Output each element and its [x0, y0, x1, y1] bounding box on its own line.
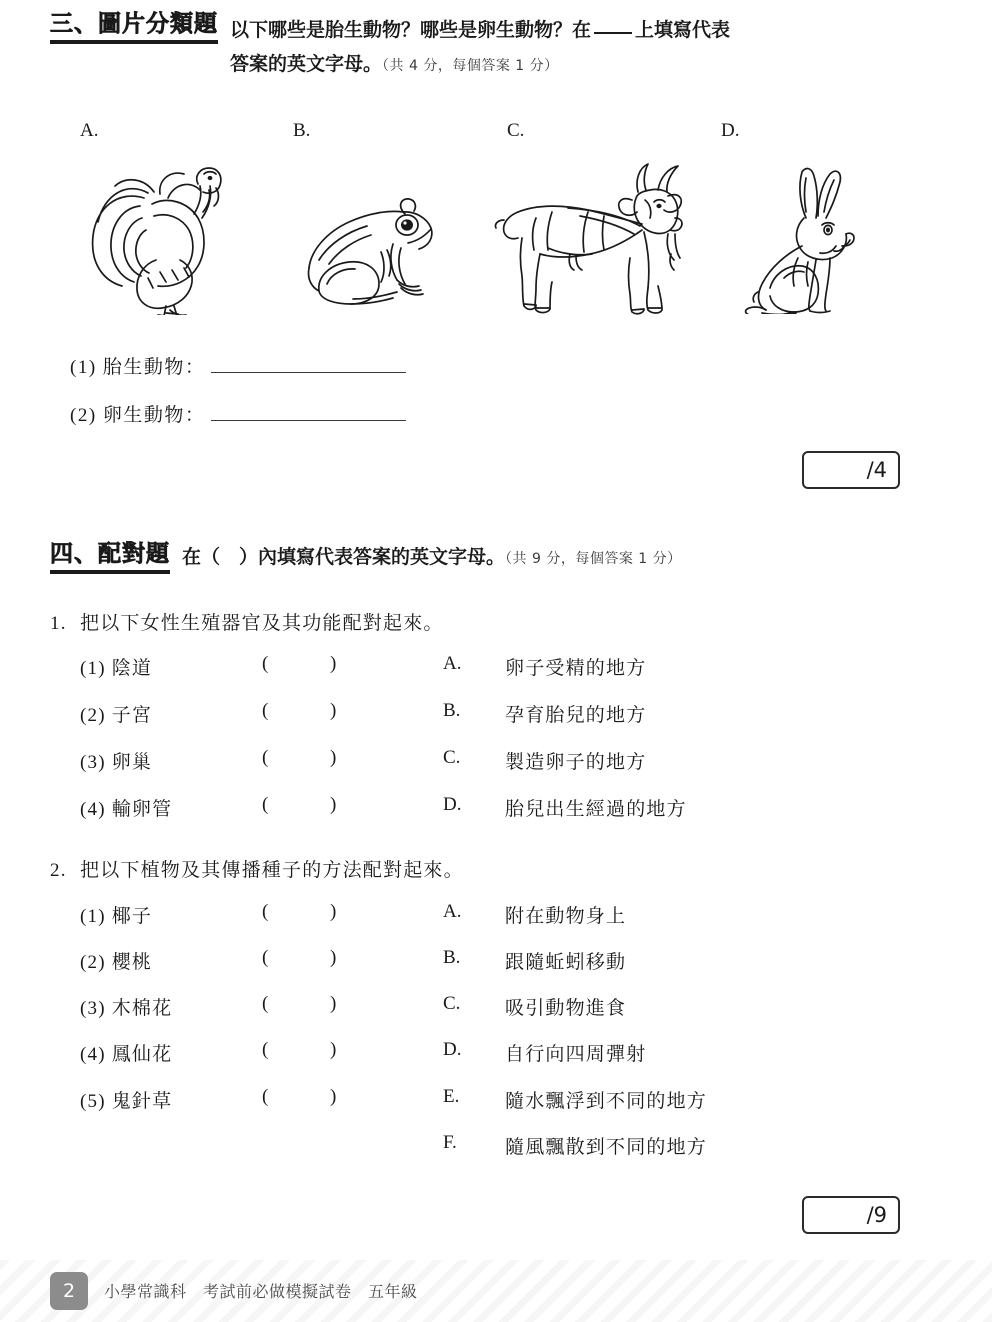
q2-answer-paren-right-1: ): [330, 901, 337, 922]
q2-option-text-f: 隨風飄散到不同的地方: [505, 1137, 708, 1158]
option-letter-b: B.: [293, 120, 311, 141]
question-1-stem-text: 把以下女性生殖器官及其功能配對起來。: [80, 613, 444, 634]
q1-answer-paren-right-4: ): [330, 794, 337, 815]
question-2-stem: [50, 855, 464, 882]
q2-answer-paren-right-5: ): [330, 1086, 337, 1107]
q2-option-text-d: 自行向四周彈射: [505, 1044, 647, 1065]
rabbit-illustration: [736, 166, 876, 314]
q2-option-letter-e: E.: [443, 1086, 460, 1107]
q2-option-letter-d: D.: [443, 1039, 462, 1060]
q1-option-letter-c: C.: [443, 747, 461, 768]
q1-option-letter-b: B.: [443, 700, 461, 721]
answer-row-viviparous: [70, 352, 406, 379]
q1-answer-paren-left-4: (: [262, 794, 269, 815]
section-4-desc-text: 在（ ）內填寫代表答案的英文字母。: [182, 546, 506, 568]
answer-row-oviparous: [70, 400, 406, 427]
section-4-title-underline: [50, 570, 170, 574]
q2-answer-paren-left-5: (: [262, 1086, 269, 1107]
section-3-title-underline: [50, 40, 218, 44]
score-box-section-4[interactable]: [802, 1196, 900, 1234]
score-box-section-3[interactable]: [802, 451, 900, 489]
q2-option-text-b: 跟隨蚯蚓移動: [505, 952, 627, 973]
footer-caption: 小學常識科 考試前必做模擬試卷 五年級: [104, 1282, 418, 1301]
answer-blank-oviparous[interactable]: [211, 401, 406, 421]
q2-answer-paren-left-2: (: [262, 947, 269, 968]
q1-option-letter-d: D.: [443, 794, 462, 815]
section-4-heading: [50, 542, 950, 574]
section-3-marks: （共 4 分，每個答案 1 分）: [382, 58, 559, 74]
q2-option-letter-b: B.: [443, 947, 461, 968]
q2-answer-paren-right-4: ): [330, 1039, 337, 1060]
question-1-stem: [50, 608, 444, 635]
q2-answer-paren-left-4: (: [262, 1039, 269, 1060]
section-3-desc-line2: 答案的英文字母。: [230, 53, 383, 75]
goat-illustration: [492, 158, 692, 316]
q2-option-letter-f: F.: [443, 1132, 457, 1153]
q1-answer-paren-left-3: (: [262, 747, 269, 768]
q1-answer-paren-left-2: (: [262, 700, 269, 721]
q1-item-2: (2) 子宮: [80, 705, 153, 726]
score-box-section-3-value: /4: [866, 458, 887, 482]
answer-label-viviparous: (1) 胎生動物：: [70, 357, 206, 378]
q2-option-text-a: 附在動物身上: [505, 906, 627, 927]
section-3-title-block: [50, 12, 230, 44]
frog-illustration: [297, 192, 447, 307]
section-4-marks: （共 9 分，每個答案 1 分）: [505, 551, 682, 567]
q2-answer-paren-right-2: ): [330, 947, 337, 968]
answer-blank-viviparous[interactable]: [211, 353, 406, 373]
section-4-title: 四、配對題: [50, 541, 170, 567]
q1-option-letter-a: A.: [443, 653, 462, 674]
q2-answer-paren-right-3: ): [330, 993, 337, 1014]
page-number-badge: [50, 1272, 88, 1310]
q2-answer-paren-left-1: (: [262, 901, 269, 922]
q2-item-3: (3) 木棉花: [80, 998, 173, 1019]
q1-item-1: (1) 陰道: [80, 658, 153, 679]
q1-answer-paren-right-3: ): [330, 747, 337, 768]
question-2-stem-text: 把以下植物及其傳播種子的方法配對起來。: [80, 860, 464, 881]
q2-item-2: (2) 櫻桃: [80, 952, 153, 973]
score-box-section-4-value: /9: [866, 1203, 887, 1227]
page-number: 2: [62, 1280, 76, 1302]
q1-option-text-d: 胎兒出生經過的地方: [505, 799, 687, 820]
q1-answer-paren-right-2: ): [330, 700, 337, 721]
page-footer: [0, 1260, 992, 1322]
section-3-desc-part1: 以下哪些是胎生動物？哪些是卵生動物？在: [230, 19, 592, 41]
option-letter-a: A.: [80, 120, 99, 141]
q2-item-4: (4) 鳳仙花: [80, 1044, 173, 1065]
q1-option-text-c: 製造卵子的地方: [505, 752, 647, 773]
q1-option-text-b: 孕育胎兒的地方: [505, 705, 647, 726]
section-3-heading: [50, 12, 950, 83]
section-3-desc-part2: 上填寫代表: [635, 19, 731, 41]
section-3-title: 三、圖片分類題: [50, 11, 218, 37]
section-4-title-block: [50, 542, 182, 574]
q2-item-5: (5) 鬼針草: [80, 1091, 173, 1112]
section-4-description: [182, 542, 682, 573]
option-letter-d: D.: [721, 120, 740, 141]
q2-option-letter-a: A.: [443, 901, 462, 922]
q1-answer-paren-left-1: (: [262, 653, 269, 674]
turkey-illustration: [82, 160, 232, 315]
section-3-description: [230, 12, 730, 83]
q2-item-1: (1) 椰子: [80, 906, 153, 927]
q1-answer-paren-right-1: ): [330, 653, 337, 674]
q2-answer-paren-left-3: (: [262, 993, 269, 1014]
q1-option-text-a: 卵子受精的地方: [505, 658, 647, 679]
q2-option-letter-c: C.: [443, 993, 461, 1014]
question-1-number: 1.: [50, 613, 67, 634]
inline-blank-line: [594, 32, 632, 34]
q1-item-3: (3) 卵巢: [80, 752, 153, 773]
q1-item-4: (4) 輸卵管: [80, 799, 173, 820]
q2-option-text-c: 吸引動物進食: [505, 998, 627, 1019]
answer-label-oviparous: (2) 卵生動物：: [70, 405, 206, 426]
q2-option-text-e: 隨水飄浮到不同的地方: [505, 1091, 708, 1112]
option-letter-c: C.: [507, 120, 525, 141]
question-2-number: 2.: [50, 860, 67, 881]
